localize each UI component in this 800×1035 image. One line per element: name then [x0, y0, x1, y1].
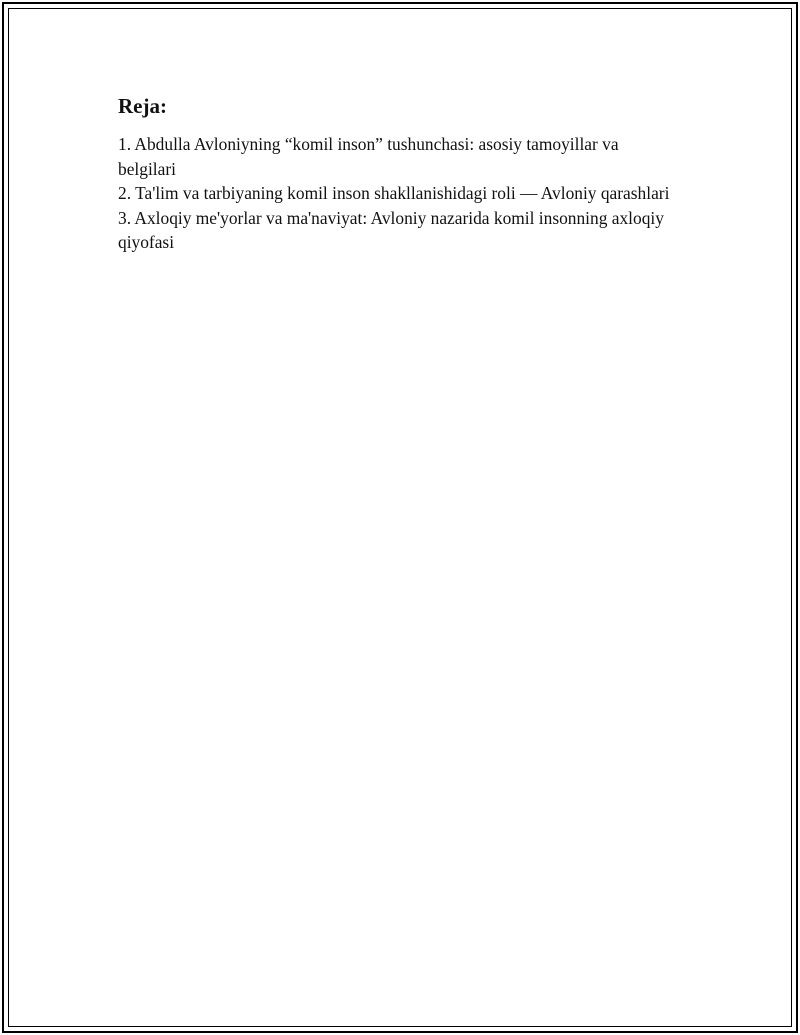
plan-item-2: 2. Ta'lim va tarbiyaning komil inson shakllanishidagi roli — Avloniy qarashlari: [118, 183, 670, 203]
plan-list: [118, 132, 678, 255]
plan-title: Reja:: [118, 94, 167, 118]
plan-item-3: 3. Axloqiy me'yorlar va ma'naviyat: Avloniy nazarida komil insonning axloqiy qiyofasi: [118, 207, 664, 252]
page-content: [118, 92, 678, 255]
plan-item-1: 1. Abdulla Avloniyning “komil inson” tushunchasi: asosiy tamoyillar va belgilari: [118, 134, 619, 179]
